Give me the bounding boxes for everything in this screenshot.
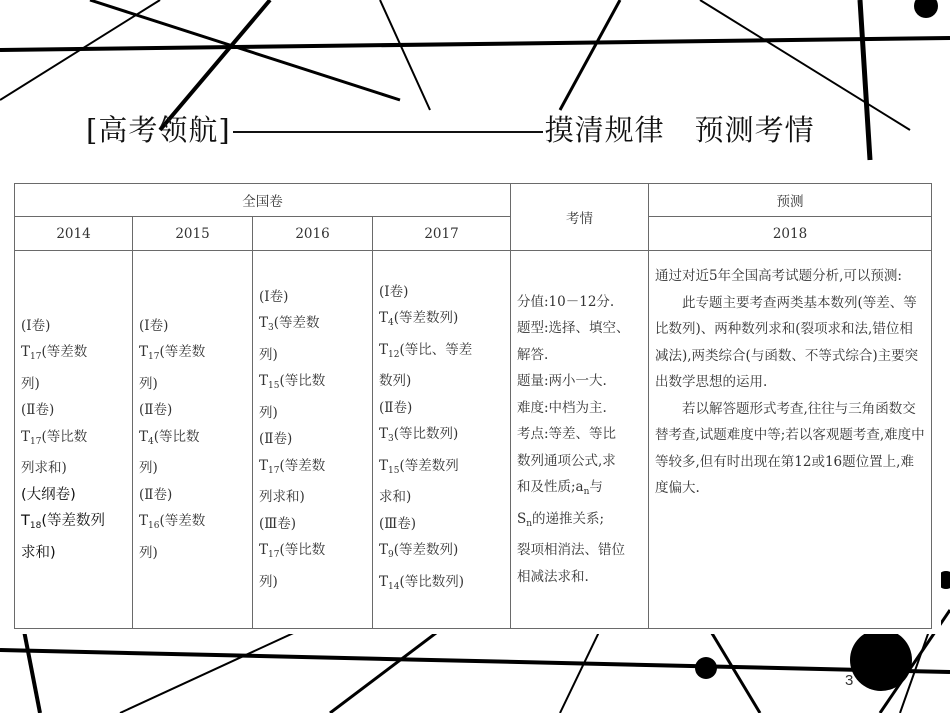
cell-line <box>21 508 126 540</box>
line-text: (等差数 <box>273 315 320 332</box>
cell-line <box>259 426 366 453</box>
cell-line <box>517 537 642 564</box>
cell-exam <box>511 251 649 629</box>
cell-line <box>139 339 246 371</box>
cell-line <box>259 310 366 342</box>
line-text: 列) <box>139 544 158 561</box>
cell-line <box>21 482 126 509</box>
cell-line <box>139 371 246 398</box>
cell-line <box>517 506 642 538</box>
subscript: 17 <box>30 352 42 363</box>
line-text: T <box>379 542 389 559</box>
cell-line <box>259 484 366 511</box>
cell-line <box>517 395 642 422</box>
cell-line <box>259 569 366 596</box>
line-text: (等比、等差 <box>399 341 473 358</box>
line-text: 考点:等差、等比 <box>517 426 617 443</box>
cell-line <box>259 368 366 400</box>
forecast-year: 2018 <box>649 217 932 251</box>
line-text: T <box>379 341 389 358</box>
line-text: 列) <box>139 375 158 392</box>
col2015-lines <box>139 313 246 567</box>
col2017-lines <box>379 279 504 601</box>
line-text: (等差数列) <box>393 542 459 559</box>
line-text: (Ⅱ卷) <box>139 402 173 419</box>
cell-line <box>259 511 366 538</box>
line-text: (等比数列) <box>399 573 465 590</box>
header-national: 全国卷 <box>15 184 511 217</box>
line-text: T <box>139 513 149 530</box>
line-text: 的递推关系; <box>532 510 605 527</box>
line-text: (等差数 <box>279 457 326 474</box>
cell-2016 <box>253 251 373 629</box>
line-text: 裂项相消法、错位 <box>517 542 625 559</box>
cell-line <box>139 540 246 567</box>
forecast-paragraph-2: 若以解答题形式考查,往往与三角函数交替考查,试题难度中等;若以客观题考查,难度中等较多,但有时出现在第12或16题位置上,难度偏大. <box>655 400 925 496</box>
line-text: (Ⅱ卷) <box>259 431 293 448</box>
subscript: n <box>526 518 533 529</box>
section-heading <box>86 108 815 149</box>
line-text: 题量:两小一大. <box>517 373 607 390</box>
subscript: 17 <box>268 465 280 476</box>
exam-lines <box>517 289 642 591</box>
cell-line <box>379 537 504 569</box>
line-text: T <box>259 373 269 390</box>
subscript: 17 <box>148 352 160 363</box>
line-text: (Ⅱ卷) <box>379 399 413 416</box>
line-text: (Ⅰ卷) <box>259 288 289 305</box>
line-text: (Ⅱ卷) <box>139 486 173 503</box>
forecast-intro: 通过对近5年全国高考试题分析,可以预测: <box>655 268 902 284</box>
cell-line <box>379 569 504 601</box>
year-2014: 2014 <box>15 217 133 251</box>
cell-line <box>379 305 504 337</box>
line-text: T <box>259 457 269 474</box>
heading-dash-line <box>233 131 543 133</box>
line-text: (等差数列 <box>399 457 459 474</box>
line-text: T <box>379 573 389 590</box>
line-text: 和及性质;a <box>517 479 584 496</box>
subscript: 9 <box>388 550 394 561</box>
cell-2014 <box>15 251 133 629</box>
cell-line <box>139 508 246 540</box>
line-text: (Ⅲ卷) <box>259 515 297 532</box>
heading-tag: [高考领航] <box>86 113 231 147</box>
line-text: T <box>379 457 389 474</box>
subscript: 17 <box>30 436 42 447</box>
line-text: (Ⅲ卷) <box>379 515 417 532</box>
header-exam: 考情 <box>511 184 649 251</box>
line-text: (等差数列 <box>41 513 105 530</box>
line-text: T <box>21 428 31 445</box>
cell-line <box>379 279 504 306</box>
subscript: 3 <box>268 323 274 334</box>
line-text: T <box>379 310 389 327</box>
line-text: (大纲卷) <box>21 486 76 503</box>
cell-line <box>379 368 504 395</box>
cell-line <box>139 482 246 509</box>
line-text: T <box>259 315 269 332</box>
cell-line <box>379 421 504 453</box>
line-text: (Ⅱ卷) <box>21 402 55 419</box>
line-text: (等比数 <box>41 428 88 445</box>
subscript: 18 <box>29 521 42 532</box>
subscript: n <box>583 487 590 498</box>
line-text: T <box>259 542 269 559</box>
cell-line <box>21 313 126 340</box>
line-text: T <box>21 513 30 530</box>
cell-line <box>21 339 126 371</box>
line-text: (等差数 <box>41 344 88 361</box>
cell-line <box>517 289 642 316</box>
line-text: (Ⅰ卷) <box>379 283 409 300</box>
cell-line <box>21 397 126 424</box>
year-2017: 2017 <box>373 217 511 251</box>
cell-line <box>517 564 642 591</box>
cell-2015 <box>133 251 253 629</box>
cell-line <box>139 313 246 340</box>
cell-line <box>517 474 642 506</box>
line-text: T <box>21 344 31 361</box>
cell-line <box>517 421 642 448</box>
subscript: 15 <box>268 381 280 392</box>
line-text: 列) <box>139 460 158 477</box>
line-text: T <box>139 344 149 361</box>
cell-line <box>139 455 246 482</box>
subscript: 4 <box>388 318 394 329</box>
subscript: 4 <box>148 436 154 447</box>
year-2016: 2016 <box>253 217 373 251</box>
col2014-lines <box>21 313 126 482</box>
subscript: 15 <box>388 465 400 476</box>
cell-line <box>21 424 126 456</box>
cell-line <box>517 368 642 395</box>
exam-analysis-table <box>14 183 932 629</box>
cell-line <box>517 448 642 475</box>
cell-line <box>379 337 504 369</box>
cell-line <box>379 395 504 422</box>
forecast-paragraph-1: 此专题主要考查两类基本数列(等差、等比数列)、两种数列求和(裂项求和法,错位相减法),两类综合(与函数、不等式综合)主要突出数学思想的运用. <box>655 294 919 390</box>
cell-line <box>259 453 366 485</box>
cell-line <box>139 397 246 424</box>
subscript: 3 <box>388 434 394 445</box>
line-text: 数列) <box>379 373 412 390</box>
line-text: 难度:中档为主. <box>517 399 607 416</box>
line-text: (Ⅰ卷) <box>21 317 51 334</box>
line-text: (Ⅰ卷) <box>139 317 169 334</box>
cell-line <box>379 453 504 485</box>
line-text: (等比数 <box>279 542 326 559</box>
cell-line <box>259 342 366 369</box>
cell-line <box>21 455 126 482</box>
cell-line <box>21 371 126 398</box>
line-text: 列求和) <box>259 489 305 506</box>
line-text: 列求和) <box>21 460 67 477</box>
line-text: (等差数列) <box>393 310 459 327</box>
line-text: 分值:10－12分. <box>517 293 615 310</box>
cell-line <box>379 484 504 511</box>
year-2015: 2015 <box>133 217 253 251</box>
heading-subtitle: 摸清规律 预测考情 <box>544 113 815 147</box>
line-text: 列) <box>259 573 278 590</box>
line-text: 与 <box>589 479 603 496</box>
line-text: 求和) <box>379 489 412 506</box>
line-text: 列) <box>259 346 278 363</box>
line-text: 题型:选择、填空、 <box>517 320 630 337</box>
cell-line <box>517 342 642 369</box>
line-text: 相减法求和. <box>517 568 589 585</box>
line-text: 列) <box>259 404 278 421</box>
page-number: 3 <box>845 672 854 689</box>
cell-line <box>379 511 504 538</box>
line-text: (等比数 <box>279 373 326 390</box>
line-text: 求和) <box>21 544 56 561</box>
line-text: (等比数 <box>153 428 200 445</box>
subscript: 16 <box>148 521 160 532</box>
cell-line <box>259 537 366 569</box>
cell-forecast <box>649 251 932 629</box>
subscript: 17 <box>268 550 280 561</box>
line-text: 列) <box>21 375 40 392</box>
line-text: S <box>517 510 527 527</box>
line-text: (等差数 <box>159 513 206 530</box>
line-text: T <box>139 428 149 445</box>
cell-2017 <box>373 251 511 629</box>
line-text: 数列通项公式,求 <box>517 452 616 469</box>
line-text: (等比数列) <box>393 426 459 443</box>
cell-line <box>259 284 366 311</box>
cell-line <box>259 400 366 427</box>
cell-line <box>139 424 246 456</box>
col2014-extra-lines <box>21 482 126 567</box>
subscript: 14 <box>388 581 400 592</box>
cell-line <box>517 315 642 342</box>
cell-line <box>21 540 126 567</box>
line-text: (等差数 <box>159 344 206 361</box>
subscript: 12 <box>388 349 400 360</box>
line-text: T <box>379 426 389 443</box>
col2016-lines <box>259 284 366 596</box>
header-forecast: 预测 <box>649 184 932 217</box>
line-text: 解答. <box>517 346 549 363</box>
